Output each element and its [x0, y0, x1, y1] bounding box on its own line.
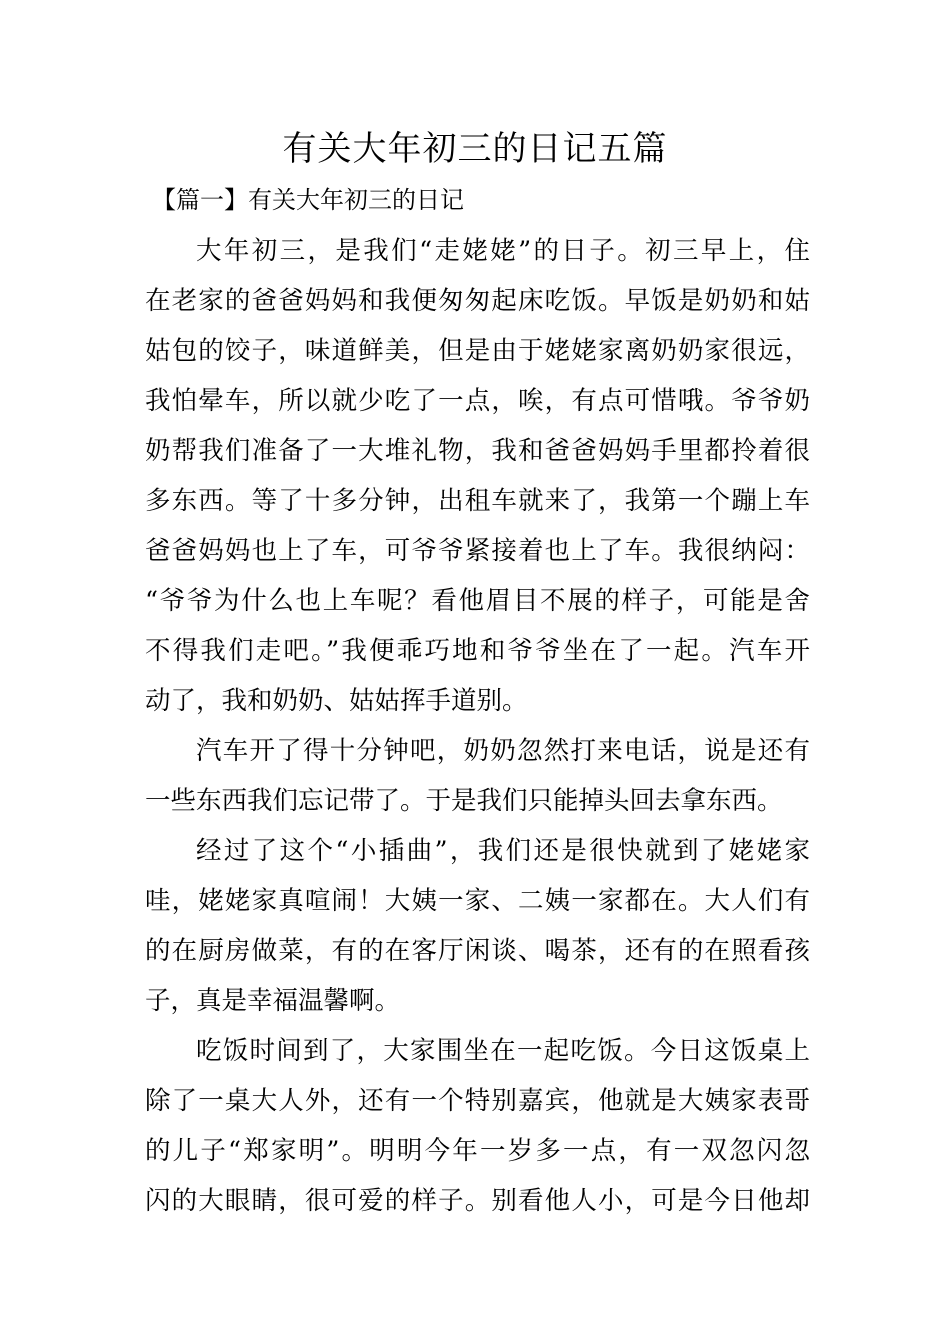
paragraph-line: 除了一桌大人外，还有一个特别嘉宾，他就是大姨家表哥: [145, 1086, 810, 1116]
paragraph-line: “爷爷为什么也上车呢？看他眉目不展的样子，可能是舍: [145, 586, 810, 616]
paragraph-line: 哇，姥姥家真喧闹！大姨一家、二姨一家都在。大人们有: [145, 886, 810, 916]
paragraph-line: 姑包的饺子，味道鲜美，但是由于姥姥家离奶奶家很远，: [145, 336, 810, 366]
section-heading: 【篇一】有关大年初三的日记: [152, 186, 464, 214]
paragraph-line: 一些东西我们忘记带了。于是我们只能掉头回去拿东西。: [145, 786, 783, 816]
paragraph-line: 大年初三，是我们“走姥姥”的日子。初三早上，住: [196, 236, 810, 266]
paragraph-line: 闪的大眼睛，很可爱的样子。别看他人小，可是今日他却: [145, 1186, 810, 1216]
paragraph-line: 动了，我和奶奶、姑姑挥手道别。: [145, 686, 528, 716]
paragraph-line: 奶帮我们准备了一大堆礼物，我和爸爸妈妈手里都拎着很: [145, 436, 810, 466]
document-title: 有关大年初三的日记五篇: [282, 129, 668, 169]
paragraph-line: 的在厨房做菜，有的在客厅闲谈、喝茶，还有的在照看孩: [145, 936, 810, 966]
paragraph-line: 吃饭时间到了，大家围坐在一起吃饭。今日这饭桌上: [196, 1036, 810, 1066]
paragraph-line: 经过了这个“小插曲”，我们还是很快就到了姥姥家: [196, 836, 810, 866]
paragraph-line: 的儿子“郑家明”。明明今年一岁多一点，有一双忽闪忽: [145, 1136, 810, 1166]
paragraph-line: 不得我们走吧。”我便乖巧地和爷爷坐在了一起。汽车开: [145, 636, 810, 666]
body-text: [145, 226, 810, 1226]
paragraph-line: 子，真是幸福温馨啊。: [145, 986, 401, 1016]
paragraph-line: 在老家的爸爸妈妈和我便匆匆起床吃饭。早饭是奶奶和姑: [145, 286, 810, 316]
paragraph-line: 爸爸妈妈也上了车，可爷爷紧接着也上了车。我很纳闷：: [145, 536, 810, 566]
paragraph-line: 汽车开了得十分钟吧，奶奶忽然打来电话，说是还有: [196, 736, 810, 766]
paragraph-line: 我怕晕车，所以就少吃了一点，唉，有点可惜哦。爷爷奶: [145, 386, 810, 416]
paragraph-line: 多东西。等了十多分钟，出租车就来了，我第一个蹦上车: [145, 486, 810, 516]
